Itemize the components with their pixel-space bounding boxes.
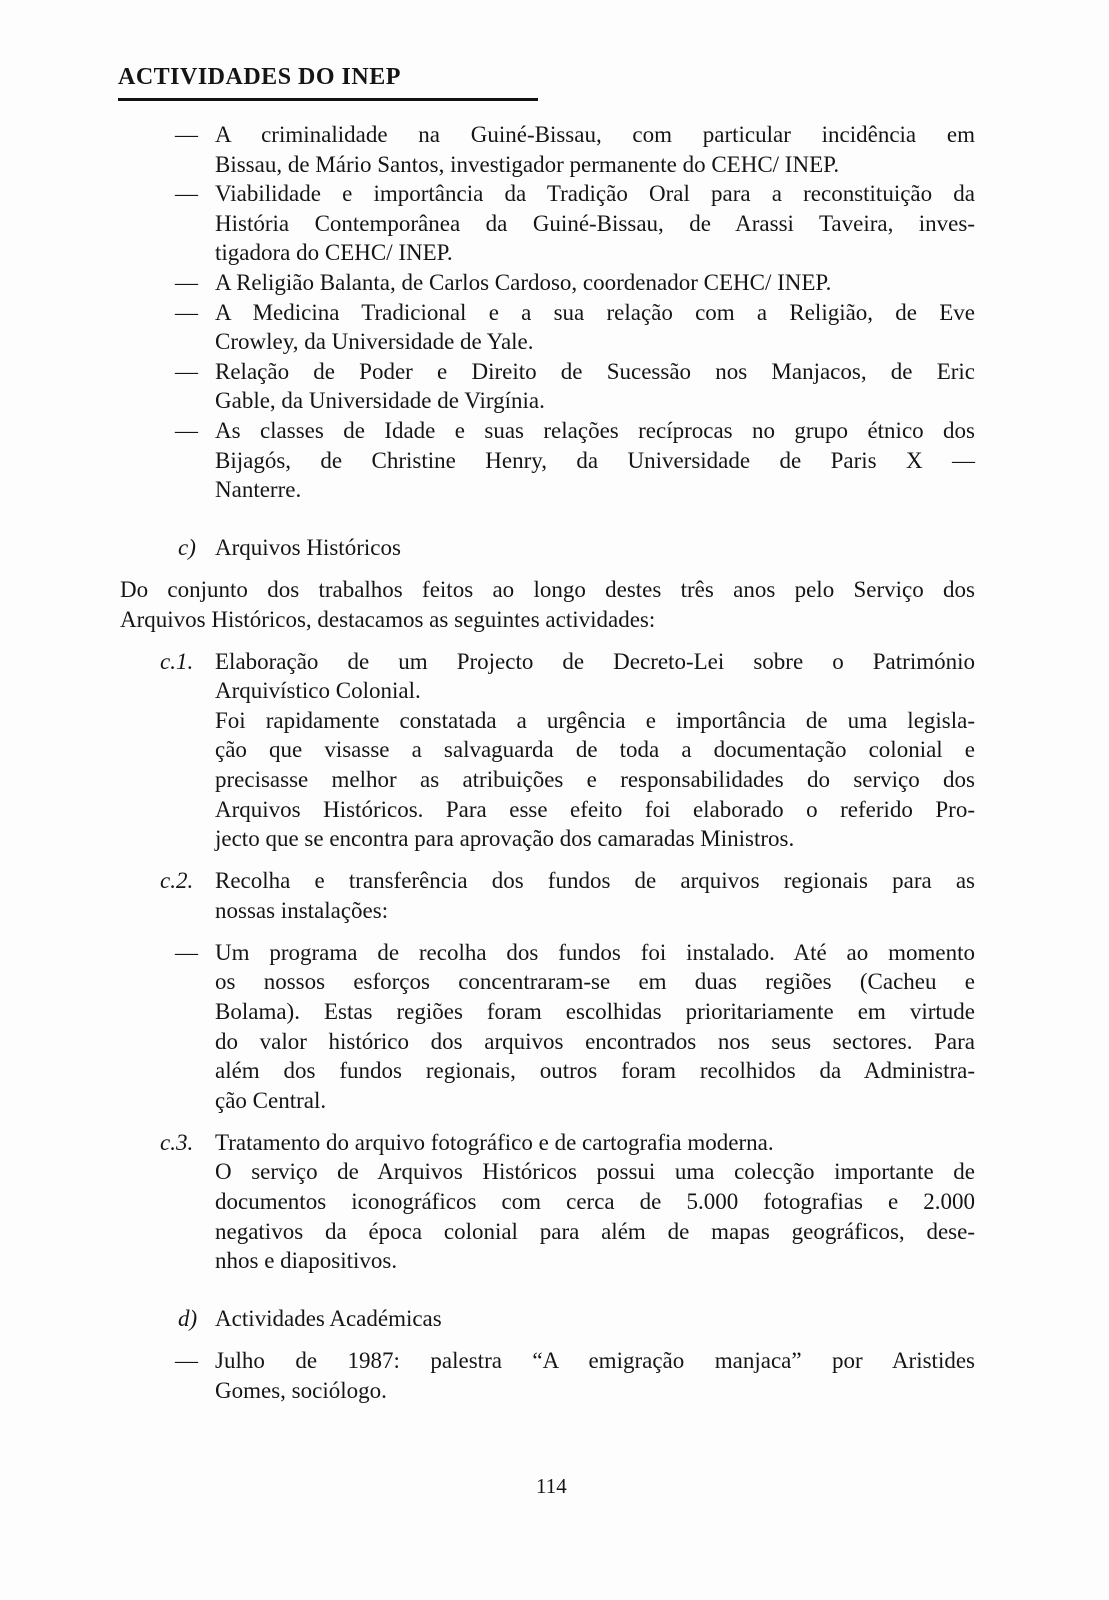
text-line: do valor histórico dos arquivos encontrados nos seus sectores. Para (215, 1028, 975, 1054)
text-line: História Contemporânea da Guiné-Bissau, de Arassi Taveira, inves- (215, 210, 975, 236)
text-line: Arquivístico Colonial. (215, 678, 421, 704)
list-item (0, 179, 1109, 268)
dash-bullet: — (175, 417, 198, 443)
text-line: nhos e diapositivos. (215, 1248, 398, 1274)
text-line: Tratamento do arquivo fotográfico e de cartografia moderna. (215, 1129, 774, 1155)
dash-bullet: — (175, 939, 198, 965)
text-line: ção que visasse a salvaguarda de toda a documentação colonial e (215, 737, 975, 763)
list-item (0, 357, 1109, 416)
dash-bullet: — (175, 299, 198, 325)
text-line: Relação de Poder e Direito de Sucessão nos Manjacos, de Eric (215, 358, 975, 384)
text-line: Do conjunto dos trabalhos feitos ao longo destes três anos pelo Serviço dos (120, 577, 975, 603)
text-line: A Religião Balanta, de Carlos Cardoso, coordenador CEHC/ INEP. (215, 269, 832, 295)
text-line: Recolha e transferência dos fundos de arquivos regionais para as (215, 868, 975, 894)
text-line: Bolama). Estas regiões foram escolhidas prioritariamente em virtude (215, 998, 975, 1024)
section-block (0, 1304, 1109, 1334)
list-item (0, 298, 1109, 357)
text-line: Arquivos Históricos, destacamos as seguintes actividades: (120, 606, 656, 632)
header-rule (118, 98, 538, 101)
text-line: Julho de 1987: palestra “A emigração manjaca” por Aristides (215, 1348, 975, 1374)
text-line: Crowley, da Universidade de Yale. (215, 329, 534, 355)
paragraph (0, 575, 1109, 634)
text-line: os nossos esforços concentraram-se em duas regiões (Cacheu e (215, 969, 975, 995)
text-line: ção Central. (215, 1087, 327, 1113)
text-line: Actividades Académicas (215, 1306, 442, 1332)
text-line: O serviço de Arquivos Históricos possui uma colecção importante de (215, 1159, 975, 1185)
section-block (0, 866, 1109, 925)
dash-bullet: — (175, 358, 198, 384)
text-line: A Medicina Tradicional e a sua relação com a Religião, de Eve (215, 299, 975, 325)
document-body (0, 120, 1109, 1405)
section-block (0, 647, 1109, 706)
dash-bullet: — (175, 181, 198, 207)
text-line: Bijagós, de Christine Henry, da Universidade de Paris X — (215, 447, 975, 473)
dash-bullet: — (175, 1348, 198, 1374)
text-line: A criminalidade na Guiné-Bissau, com particular incidência em (215, 122, 975, 147)
section-block (0, 1157, 1109, 1275)
section-label: c.1. (160, 648, 194, 674)
text-line: Nanterre. (215, 477, 302, 503)
list-item (0, 416, 1109, 505)
text-line: jecto que se encontra para aprovação dos camaradas Ministros. (215, 826, 795, 852)
text-line: Gable, da Universidade de Virgínia. (215, 388, 545, 414)
text-line: tigadora do CEHC/ INEP. (215, 240, 453, 266)
running-header: ACTIVIDADES DO INEP (118, 64, 401, 90)
section-block (0, 533, 1109, 563)
list-item (0, 938, 1109, 1116)
section-label: c.2. (160, 868, 194, 894)
text-line: Um programa de recolha dos fundos foi instalado. Até ao momento (215, 939, 975, 965)
dash-bullet: — (175, 122, 198, 147)
list-item (0, 120, 1109, 179)
text-line: Foi rapidamente constatada a urgência e importância de uma legisla- (215, 707, 975, 733)
section-block (0, 706, 1109, 854)
text-line: Arquivos Históricos (215, 535, 401, 561)
text-line: As classes de Idade e suas relações recíprocas no grupo étnico dos (215, 417, 975, 443)
page-number: 114 (536, 1474, 567, 1498)
section-block (0, 1128, 1109, 1158)
text-line: Viabilidade e importância da Tradição Oral para a reconstituição da (215, 181, 975, 207)
text-line: Gomes, sociólogo. (215, 1377, 387, 1403)
section-label: c.3. (160, 1129, 194, 1155)
text-line: além dos fundos regionais, outros foram recolhidos da Administra- (215, 1058, 975, 1084)
list-item (0, 1346, 1109, 1405)
section-label: c) (178, 535, 196, 561)
section-label: d) (178, 1306, 198, 1332)
text-line: Elaboração de um Projecto de Decreto-Lei sobre o Património (215, 648, 975, 674)
text-line: precisasse melhor as atribuições e responsabilidades do serviço dos (215, 767, 975, 793)
text-line: Bissau, de Mário Santos, investigador permanente do CEHC/ INEP. (215, 151, 840, 177)
dash-bullet: — (175, 269, 198, 295)
text-line: negativos da época colonial para além de mapas geográficos, dese- (215, 1218, 975, 1244)
list-item (0, 268, 1109, 298)
text-line: nossas instalações: (215, 897, 389, 923)
text-line: Arquivos Históricos. Para esse efeito foi elaborado o referido Pro- (215, 796, 975, 822)
text-line: documentos iconográficos com cerca de 5.000 fotografias e 2.000 (215, 1188, 975, 1214)
